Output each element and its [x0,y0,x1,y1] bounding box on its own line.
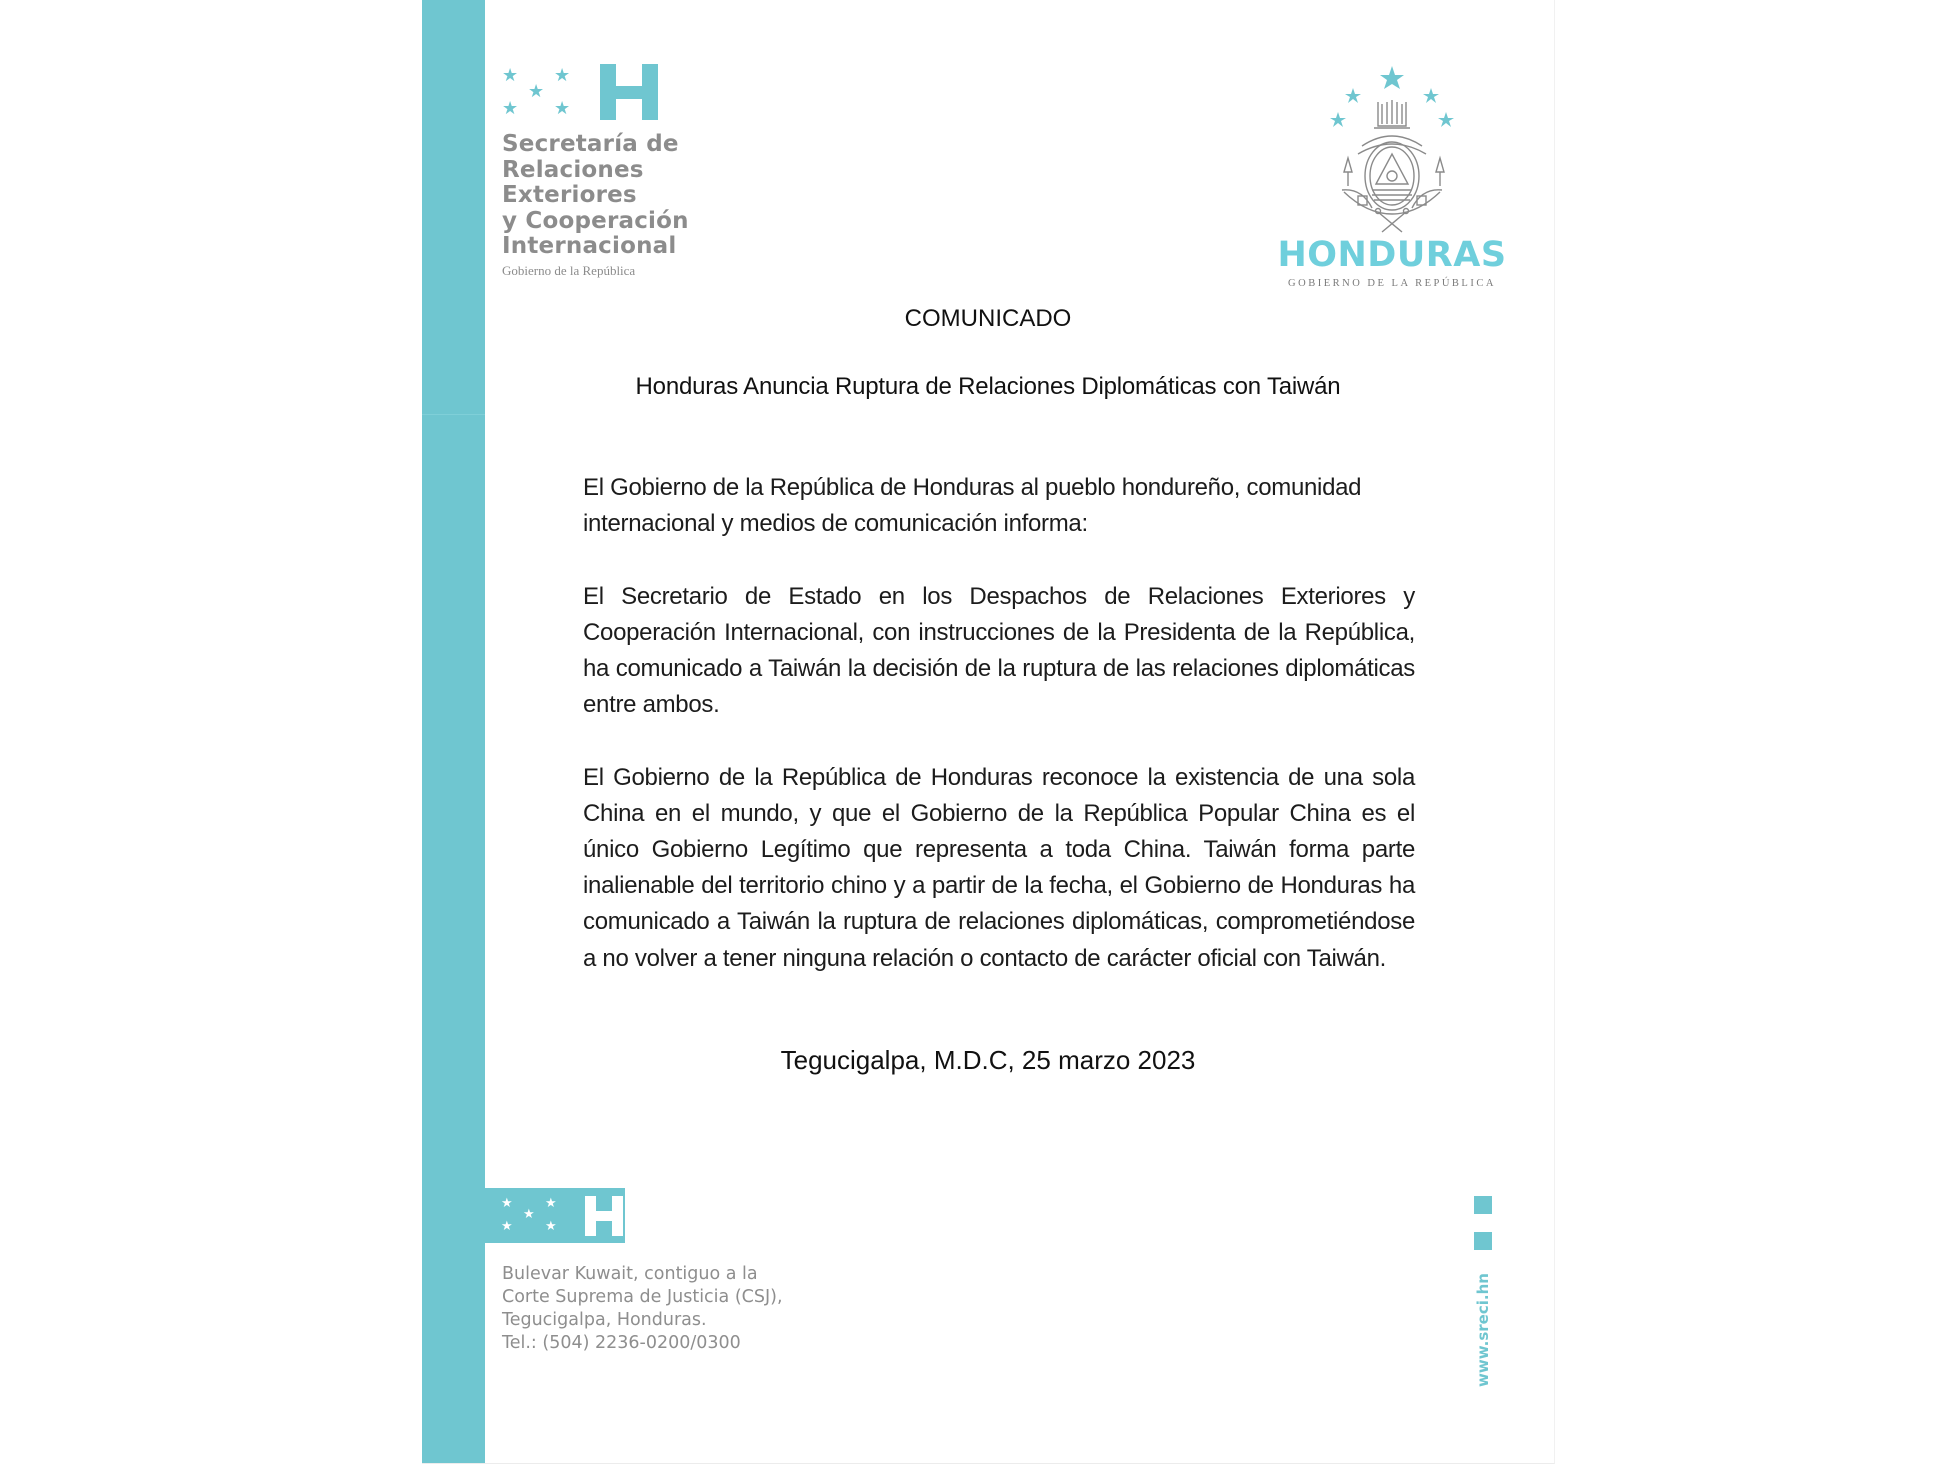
address-line: Tel.: (504) 2236-0200/0300 [502,1333,741,1353]
sreci-title-line: Relaciones [502,156,644,183]
honduras-wordmark: HONDURAS [1277,235,1507,275]
paragraph: El Gobierno de la República de Honduras reconoce la existencia de una sola China en el mundo, y que el Gobierno de la República Popular China es el único Gobierno Legítimo que representa a toda China. Taiwán forma parte inalienable del territorio chino y a partir de la fecha, el Gobierno de Honduras ha comunicado a Taiwán la ruptura de relaciones diplomáticas, comprometiéndose a no volver a tener ninguna relación o contacto de carácter oficial con Taiwán. [583,763,1415,972]
h-letter-icon [585,1196,623,1236]
honduras-subtitle: GOBIERNO DE LA REPÚBLICA [1288,278,1496,289]
sreci-title [502,132,742,260]
document-body [583,470,1415,1013]
dateline: Tegucigalpa, M.D.C, 25 marzo 2023 [780,1045,1196,1075]
address-line: Corte Suprema de Justicia (CSJ), [502,1287,783,1307]
sreci-title-line: Exteriores [502,182,637,208]
star-icon: ★ [545,1195,557,1210]
decorative-square [1474,1232,1492,1250]
h-five-stars-icon: ★ ★ ★ ★ ★ [502,62,742,124]
honduras-logo [1272,64,1512,289]
sreci-title-line: Secretaría de [502,131,679,157]
paragraph: El Secretario de Estado en los Despachos de Relaciones Exteriores y Cooperación Internacional, con instrucciones de la Presidenta de la República, ha comunicado a Taiwán la decisión de la ruptura de las relaciones diplomáticas entre ambos. [583,582,1415,719]
footer-address [502,1263,783,1355]
star-icon: ★ [523,1206,535,1221]
h-letter-icon [600,64,658,120]
left-accent-bar [422,0,485,1463]
address-line: Tegucigalpa, Honduras. [502,1310,707,1330]
star-icon: ★ [501,1195,513,1210]
sreci-title-line: y Cooperación [502,207,689,234]
document-heading: COMUNICADO [904,305,1072,332]
document-title: Honduras Anuncia Ruptura de Relaciones Diplomáticas con Taiwán [635,373,1341,400]
sreci-title-line: Internacional [502,233,677,259]
sreci-logo [502,62,742,279]
footer-logo [485,1188,625,1243]
decorative-square [1474,1196,1492,1214]
document-page [422,0,1555,1464]
star-icon: ★ [545,1218,557,1233]
star-icon: ★ [501,1218,513,1233]
sreci-subtitle: Gobierno de la República [502,262,636,278]
paragraph: El Gobierno de la República de Honduras al pueblo hondureño, comunidad internacional y medios de comunicación informa: [583,474,1362,538]
address-line: Bulevar Kuwait, contiguo a la [502,1264,758,1284]
coat-of-arms-icon [1322,64,1462,234]
website-link[interactable]: www.sreci.hn [1474,1273,1492,1387]
